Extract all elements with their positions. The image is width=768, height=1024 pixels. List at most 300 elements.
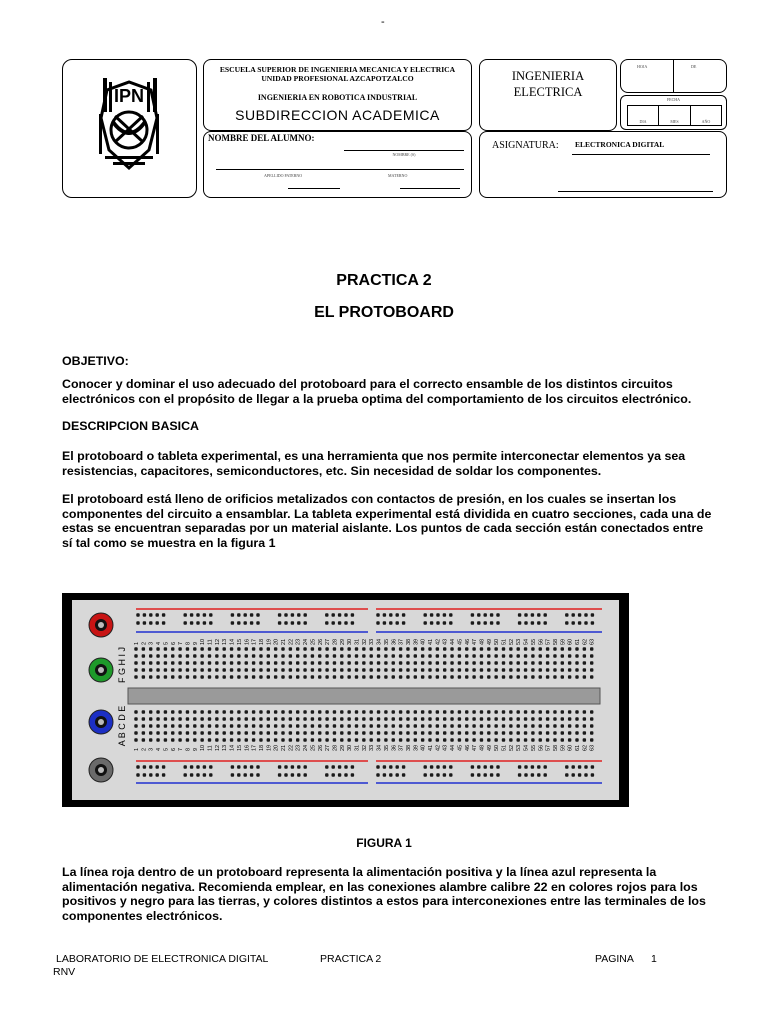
column-number: 11 <box>207 639 214 645</box>
breadboard-hole <box>572 613 575 616</box>
breadboard-hole <box>539 654 542 657</box>
breadboard-hole <box>171 675 174 678</box>
breadboard-hole <box>296 731 299 734</box>
breadboard-hole <box>484 765 487 768</box>
breadboard-hole <box>539 710 542 713</box>
breadboard-hole <box>575 731 578 734</box>
breadboard-hole <box>553 647 556 650</box>
column-number: 31 <box>354 744 361 751</box>
column-number: 61 <box>575 638 581 645</box>
column-number: 55 <box>530 638 537 645</box>
breadboard-hole <box>370 675 373 678</box>
breadboard-hole <box>332 621 335 624</box>
breadboard-hole <box>531 731 534 734</box>
column-number: 4 <box>156 641 163 645</box>
breadboard-hole <box>215 724 218 727</box>
breadboard-hole <box>377 731 380 734</box>
breadboard-hole <box>487 731 490 734</box>
breadboard-hole <box>561 668 564 671</box>
breadboard-hole <box>318 661 321 664</box>
breadboard-hole <box>223 647 226 650</box>
department-line1: INGENIERIA <box>511 69 585 83</box>
breadboard-hole <box>142 710 145 713</box>
breadboard-hole <box>584 613 587 616</box>
breadboard-hole <box>443 675 446 678</box>
breadboard-hole <box>162 765 165 768</box>
breadboard-hole <box>223 710 226 713</box>
column-number: 1 <box>134 641 140 645</box>
breadboard-hole <box>332 773 335 776</box>
breadboard-hole <box>340 668 343 671</box>
breadboard-hole <box>267 710 270 713</box>
breadboard-hole <box>370 647 373 650</box>
breadboard-hole <box>414 668 417 671</box>
breadboard-hole <box>311 661 314 664</box>
breadboard-hole <box>517 710 520 713</box>
breadboard-hole <box>590 710 593 713</box>
breadboard-hole <box>568 654 571 657</box>
breadboard-hole <box>494 661 497 664</box>
full-name-line[interactable] <box>216 169 464 170</box>
breadboard-hole <box>156 668 159 671</box>
breadboard-hole <box>537 765 540 768</box>
column-number: 25 <box>310 638 317 645</box>
breadboard-hole <box>546 647 549 650</box>
breadboard-hole <box>590 738 593 741</box>
breadboard-hole <box>428 668 431 671</box>
apellido-label: APELLIDO PATERNO <box>264 173 303 178</box>
breadboard-hole <box>480 654 483 657</box>
breadboard-hole <box>575 738 578 741</box>
breadboard-hole <box>252 661 255 664</box>
figure-caption: FIGURA 1 <box>356 836 412 850</box>
breadboard-hole <box>237 773 240 776</box>
breadboard-hole <box>303 710 306 713</box>
breadboard-hole <box>142 661 145 664</box>
breadboard-hole <box>383 765 386 768</box>
breadboard-hole <box>281 738 284 741</box>
breadboard-hole <box>377 738 380 741</box>
breadboard-hole <box>338 621 341 624</box>
breadboard-hole <box>384 717 387 720</box>
breadboard-hole <box>377 724 380 727</box>
breadboard-hole <box>303 668 306 671</box>
breadboard-hole <box>281 717 284 720</box>
breadboard-hole <box>178 710 181 713</box>
breadboard-hole <box>450 710 453 713</box>
column-number: 15 <box>236 744 243 751</box>
signature-line[interactable] <box>558 191 713 192</box>
breadboard-hole <box>142 654 145 657</box>
breadboard-hole <box>436 613 439 616</box>
breadboard-hole <box>333 675 336 678</box>
breadboard-hole <box>274 717 277 720</box>
breadboard-hole <box>200 710 203 713</box>
breadboard-hole <box>134 717 137 720</box>
breadboard-hole <box>546 738 549 741</box>
breadboard-hole <box>351 613 354 616</box>
breadboard-hole <box>539 731 542 734</box>
breadboard-hole <box>186 647 189 650</box>
column-number: 63 <box>589 638 596 645</box>
column-number: 57 <box>545 744 552 751</box>
breadboard-hole <box>344 765 347 768</box>
breadboard-hole <box>362 661 365 664</box>
breadboard-hole <box>215 668 218 671</box>
column-number: 31 <box>354 638 361 645</box>
breadboard-hole <box>414 710 417 713</box>
breadboard-hole <box>196 773 199 776</box>
breadboard-hole <box>284 765 287 768</box>
breadboard-hole <box>134 738 137 741</box>
breadboard-hole <box>584 765 587 768</box>
breadboard-hole <box>244 613 247 616</box>
breadboard-hole <box>355 654 358 657</box>
breadboard-hole <box>406 724 409 727</box>
column-number: 58 <box>552 744 559 751</box>
de-label: DE <box>691 64 697 69</box>
breadboard-hole <box>399 738 402 741</box>
breadboard-hole <box>414 675 417 678</box>
breadboard-hole <box>171 738 174 741</box>
breadboard-hole <box>355 738 358 741</box>
breadboard-hole <box>252 675 255 678</box>
breadboard-hole <box>392 731 395 734</box>
breadboard-hole <box>134 661 137 664</box>
breadboard-hole <box>171 661 174 664</box>
column-number: 55 <box>530 744 537 751</box>
breadboard-hole <box>517 738 520 741</box>
breadboard-hole <box>230 738 233 741</box>
breadboard-hole <box>200 738 203 741</box>
breadboard-hole <box>230 675 233 678</box>
breadboard-hole <box>318 731 321 734</box>
column-number: 50 <box>494 744 501 751</box>
sheet-box <box>620 59 727 93</box>
breadboard-hole <box>458 724 461 727</box>
column-number: 61 <box>575 744 581 751</box>
breadboard-hole <box>443 647 446 650</box>
breadboard-hole <box>472 654 475 657</box>
column-number: 7 <box>178 641 185 645</box>
column-number: 19 <box>266 744 273 751</box>
column-number: 18 <box>258 638 265 645</box>
breadboard-hole <box>149 710 152 713</box>
breadboard-hole <box>196 765 199 768</box>
column-number: 51 <box>501 744 508 751</box>
breadboard-hole <box>149 773 152 776</box>
breadboard-hole <box>406 668 409 671</box>
breadboard-hole <box>430 621 433 624</box>
breadboard-hole <box>480 710 483 713</box>
breadboard-hole <box>347 661 350 664</box>
breadboard-hole <box>196 621 199 624</box>
column-number: 48 <box>479 638 486 645</box>
breadboard-hole <box>377 675 380 678</box>
breadboard-hole <box>190 613 193 616</box>
breadboard-hole <box>200 647 203 650</box>
breadboard-hole <box>281 710 284 713</box>
materno-line[interactable] <box>400 188 460 189</box>
column-number: 4 <box>156 747 163 751</box>
breadboard-hole <box>142 731 145 734</box>
breadboard-hole <box>568 738 571 741</box>
breadboard-hole <box>186 710 189 713</box>
breadboard-hole <box>215 661 218 664</box>
breadboard-hole <box>203 773 206 776</box>
breadboard-hole <box>490 621 493 624</box>
practice-title: EL PROTOBOARD <box>314 304 454 321</box>
breadboard-hole <box>591 773 594 776</box>
breadboard-hole <box>223 654 226 657</box>
breadboard-hole <box>259 738 262 741</box>
student-name-box <box>203 131 472 198</box>
breadboard-hole <box>496 621 499 624</box>
breadboard-hole <box>553 724 556 727</box>
column-number: 21 <box>281 744 287 751</box>
breadboard-hole <box>436 724 439 727</box>
breadboard-hole <box>583 647 586 650</box>
breadboard-hole <box>406 675 409 678</box>
breadboard-hole <box>406 717 409 720</box>
breadboard-hole <box>355 724 358 727</box>
breadboard-hole <box>156 654 159 657</box>
breadboard-hole <box>136 773 139 776</box>
breadboard-hole <box>311 731 314 734</box>
breadboard-hole <box>333 724 336 727</box>
breadboard-hole <box>149 661 152 664</box>
breadboard-hole <box>237 668 240 671</box>
breadboard-hole <box>590 654 593 657</box>
column-number: 59 <box>560 744 567 751</box>
breadboard-hole <box>252 654 255 657</box>
paterno-line[interactable] <box>288 188 340 189</box>
breadboard-hole <box>472 675 475 678</box>
breadboard-hole <box>436 621 439 624</box>
column-number: 29 <box>339 638 346 645</box>
breadboard-hole <box>384 731 387 734</box>
column-number: 34 <box>376 744 383 751</box>
breadboard-hole <box>384 710 387 713</box>
breadboard-hole <box>565 773 568 776</box>
breadboard-hole <box>421 710 424 713</box>
practice-number: PRACTICA 2 <box>336 272 432 289</box>
breadboard-hole <box>575 661 578 664</box>
breadboard-hole <box>231 613 234 616</box>
breadboard-hole <box>332 613 335 616</box>
breadboard-hole <box>289 717 292 720</box>
breadboard-hole <box>190 773 193 776</box>
breadboard-hole <box>443 661 446 664</box>
breadboard-hole <box>524 738 527 741</box>
breadboard-hole <box>203 765 206 768</box>
breadboard-hole <box>256 765 259 768</box>
breadboard-hole <box>472 710 475 713</box>
breadboard-hole <box>259 717 262 720</box>
breadboard-hole <box>524 654 527 657</box>
breadboard-hole <box>591 613 594 616</box>
breadboard-hole <box>237 675 240 678</box>
breadboard-hole <box>578 613 581 616</box>
column-number: 30 <box>347 638 354 645</box>
breadboard-hole <box>267 717 270 720</box>
hoja-label: HOJA <box>637 64 648 69</box>
breadboard-hole <box>406 661 409 664</box>
subject-label: ASIGNATURA: <box>492 140 559 151</box>
breadboard-hole <box>303 717 306 720</box>
breadboard-hole <box>561 731 564 734</box>
breadboard-hole <box>340 738 343 741</box>
breadboard-hole <box>186 731 189 734</box>
breadboard-hole <box>421 661 424 664</box>
breadboard-hole <box>156 675 159 678</box>
breadboard-hole <box>311 654 314 657</box>
breadboard-hole <box>230 717 233 720</box>
breadboard-hole <box>362 731 365 734</box>
descripcion-heading: DESCRIPCION BASICA <box>62 419 199 433</box>
breadboard-hole <box>428 724 431 727</box>
breadboard-hole <box>156 731 159 734</box>
name-line[interactable] <box>344 150 464 151</box>
center-channel <box>128 688 600 704</box>
breadboard-hole <box>237 717 240 720</box>
column-number: 5 <box>163 747 170 751</box>
breadboard-hole <box>465 710 468 713</box>
breadboard-hole <box>487 668 490 671</box>
breadboard-hole <box>297 621 300 624</box>
breadboard-hole <box>436 668 439 671</box>
column-number: 44 <box>450 744 457 751</box>
breadboard-hole <box>399 654 402 657</box>
breadboard-hole <box>465 731 468 734</box>
breadboard-hole <box>370 710 373 713</box>
breadboard-hole <box>136 613 139 616</box>
column-number: 51 <box>501 638 508 645</box>
breadboard-hole <box>383 613 386 616</box>
breadboard-hole <box>502 717 505 720</box>
breadboard-hole <box>402 773 405 776</box>
breadboard-hole <box>392 654 395 657</box>
breadboard-hole <box>325 717 328 720</box>
breadboard-hole <box>377 668 380 671</box>
breadboard-hole <box>424 613 427 616</box>
breadboard-hole <box>524 668 527 671</box>
breadboard-hole <box>436 661 439 664</box>
breadboard-hole <box>443 717 446 720</box>
ipn-logo-text: IPN <box>113 86 145 106</box>
breadboard-hole <box>465 661 468 664</box>
breadboard-hole <box>208 675 211 678</box>
breadboard-hole <box>200 675 203 678</box>
breadboard-hole <box>396 621 399 624</box>
breadboard-hole <box>539 661 542 664</box>
breadboard-hole <box>502 668 505 671</box>
breadboard-hole <box>237 765 240 768</box>
breadboard-hole <box>396 773 399 776</box>
breadboard-hole <box>399 647 402 650</box>
breadboard-hole <box>465 724 468 727</box>
breadboard-hole <box>297 773 300 776</box>
breadboard-hole <box>208 647 211 650</box>
breadboard-hole <box>325 710 328 713</box>
breadboard-hole <box>575 654 578 657</box>
breadboard-hole <box>193 661 196 664</box>
breadboard-hole <box>333 668 336 671</box>
breadboard-hole <box>340 710 343 713</box>
footer-page-label: PAGINA <box>595 953 634 965</box>
breadboard-hole <box>325 765 328 768</box>
breadboard-hole <box>399 731 402 734</box>
binding-post-core <box>98 719 104 725</box>
breadboard-hole <box>465 668 468 671</box>
breadboard-hole <box>333 731 336 734</box>
breadboard-hole <box>450 738 453 741</box>
breadboard-hole <box>496 765 499 768</box>
breadboard-hole <box>297 613 300 616</box>
breadboard-hole <box>193 731 196 734</box>
breadboard-hole <box>458 731 461 734</box>
breadboard-hole <box>424 765 427 768</box>
breadboard-hole <box>537 621 540 624</box>
breadboard-hole <box>362 668 365 671</box>
column-number: 36 <box>391 638 398 645</box>
breadboard-hole <box>178 731 181 734</box>
breadboard-hole <box>193 710 196 713</box>
breadboard-hole <box>539 738 542 741</box>
objetivo-heading: OBJETIVO: <box>62 354 129 368</box>
breadboard-hole <box>583 654 586 657</box>
breadboard-hole <box>480 675 483 678</box>
breadboard-hole <box>546 661 549 664</box>
breadboard-hole <box>402 621 405 624</box>
column-number: 48 <box>479 744 486 751</box>
breadboard-hole <box>267 661 270 664</box>
breadboard-hole <box>267 647 270 650</box>
column-number: 58 <box>552 638 559 645</box>
breadboard-hole <box>164 731 167 734</box>
breadboard-hole <box>591 621 594 624</box>
breadboard-hole <box>355 647 358 650</box>
breadboard-hole <box>325 621 328 624</box>
breadboard-hole <box>274 675 277 678</box>
breadboard-hole <box>561 738 564 741</box>
breadboard-hole <box>428 738 431 741</box>
breadboard-hole <box>568 717 571 720</box>
breadboard-hole <box>565 765 568 768</box>
breadboard-hole <box>296 654 299 657</box>
breadboard-hole <box>289 661 292 664</box>
breadboard-hole <box>590 675 593 678</box>
column-number: 26 <box>317 638 324 645</box>
breadboard-hole <box>578 773 581 776</box>
breadboard-hole <box>553 717 556 720</box>
breadboard-hole <box>509 738 512 741</box>
breadboard-hole <box>245 731 248 734</box>
breadboard-hole <box>267 724 270 727</box>
column-number: 49 <box>486 638 493 645</box>
breadboard-hole <box>487 675 490 678</box>
breadboard-hole <box>303 724 306 727</box>
breadboard-hole <box>142 717 145 720</box>
breadboard-hole <box>399 675 402 678</box>
breadboard-hole <box>450 661 453 664</box>
column-number: 8 <box>185 747 192 751</box>
breadboard-hole <box>436 654 439 657</box>
breadboard-hole <box>449 773 452 776</box>
subject-box <box>479 131 727 198</box>
column-number: 29 <box>339 744 346 751</box>
breadboard-hole <box>389 621 392 624</box>
